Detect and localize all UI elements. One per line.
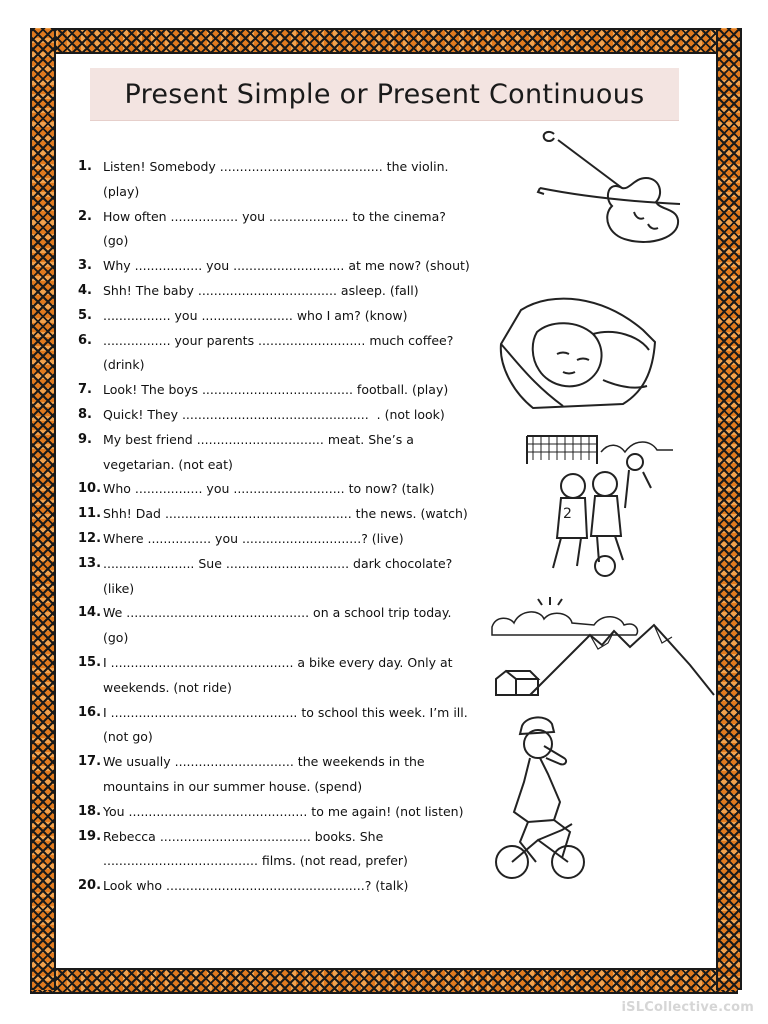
svg-text:2: 2 [563, 506, 572, 522]
exercise-item [78, 552, 478, 602]
item-number: 19. [78, 828, 102, 844]
item-text: ................. your parents ........................... much coffee? (drink) [103, 332, 454, 373]
exercise-item [78, 527, 478, 552]
title-banner [90, 68, 679, 121]
item-number: 3. [78, 258, 92, 274]
exercise-item [78, 601, 478, 651]
item-text: Look! The boys ...................................... football. (play) [103, 382, 449, 398]
item-text: I .............................................. a bike every day. Only at weekends. (not ride) [103, 654, 453, 695]
exercise-item [78, 750, 478, 800]
exercise-item [78, 502, 478, 527]
item-number: 4. [78, 282, 92, 298]
item-number: 10. [78, 481, 102, 497]
exercise-item [78, 279, 478, 304]
item-number: 16. [78, 704, 102, 720]
item-text: Why ................. you ............................ at me now? (shout) [103, 258, 470, 274]
item-number: 9. [78, 431, 92, 447]
item-text: Shh! The baby ................................... asleep. (fall) [103, 282, 419, 298]
item-text: ....................... Sue ............................... dark chocolate? (like) [103, 555, 453, 596]
item-number: 11. [78, 506, 102, 522]
mountain-landscape-illustration [490, 595, 715, 700]
exercise-item [78, 254, 478, 279]
football-boys-illustration [525, 428, 675, 578]
exercise-item [78, 304, 478, 329]
violin-illustration [530, 128, 685, 253]
item-text: I ............................................... to school this week. I’m ill. (not go) [103, 704, 468, 745]
exercise-item [78, 155, 478, 205]
border-right [716, 28, 742, 990]
item-text: ................. you ....................... who I am? (know) [103, 307, 408, 323]
watermark-footer: iSLCollective.com [621, 1000, 754, 1015]
exercise-item [78, 800, 478, 825]
item-number: 6. [78, 332, 92, 348]
border-bottom [30, 968, 738, 994]
exercise-item [78, 874, 478, 899]
item-text: How often ................. you .................... to the cinema? (go) [103, 208, 446, 249]
page-title: Present Simple or Present Continuous [124, 78, 645, 110]
item-number: 8. [78, 406, 92, 422]
item-text: My best friend ................................ meat. She’s a vegetarian. (not eat) [103, 431, 414, 472]
exercise-item [78, 329, 478, 379]
item-text: We usually .............................. the weekends in the mountains in our summer house. (spend) [103, 754, 425, 794]
exercise-list [78, 155, 478, 899]
sleeping-baby-illustration [493, 282, 663, 417]
border-left [30, 28, 56, 990]
item-number: 20. [78, 878, 102, 894]
item-text: Listen! Somebody ......................................... the violin. (play) [103, 159, 449, 199]
item-number: 17. [78, 754, 102, 770]
item-text: Who ................. you ............................ to now? (talk) [103, 481, 435, 497]
border-top [30, 28, 738, 54]
item-number: 13. [78, 555, 102, 571]
item-number: 18. [78, 803, 102, 819]
exercise-item [78, 701, 478, 751]
item-text: Where ................ you ..............................? (live) [103, 530, 404, 546]
item-text: Rebecca ...................................... books. She ....................................... films. (not read, prefer) [103, 828, 408, 869]
item-text: Look who ..................................................? (talk) [103, 878, 409, 894]
item-number: 5. [78, 307, 92, 323]
item-number: 1. [78, 159, 92, 174]
exercise-item [78, 205, 478, 255]
exercise-item [78, 378, 478, 403]
item-text: We .............................................. on a school trip today. (go) [103, 605, 452, 646]
item-text: You ............................................. to me again! (not listen) [103, 803, 464, 819]
exercise-item [78, 428, 478, 478]
item-number: 2. [78, 208, 92, 224]
item-text: Quick! They ............................................... . (not look) [103, 406, 445, 422]
item-number: 15. [78, 654, 102, 670]
exercise-item [78, 825, 478, 875]
item-number: 12. [78, 530, 102, 546]
item-number: 7. [78, 382, 92, 398]
exercise-item [78, 651, 478, 701]
item-number: 14. [78, 605, 102, 621]
item-text: Shh! Dad ............................................... the news. (watch) [103, 506, 468, 522]
exercise-item [78, 477, 478, 502]
cyclist-illustration [488, 712, 593, 887]
exercise-item [78, 403, 478, 428]
